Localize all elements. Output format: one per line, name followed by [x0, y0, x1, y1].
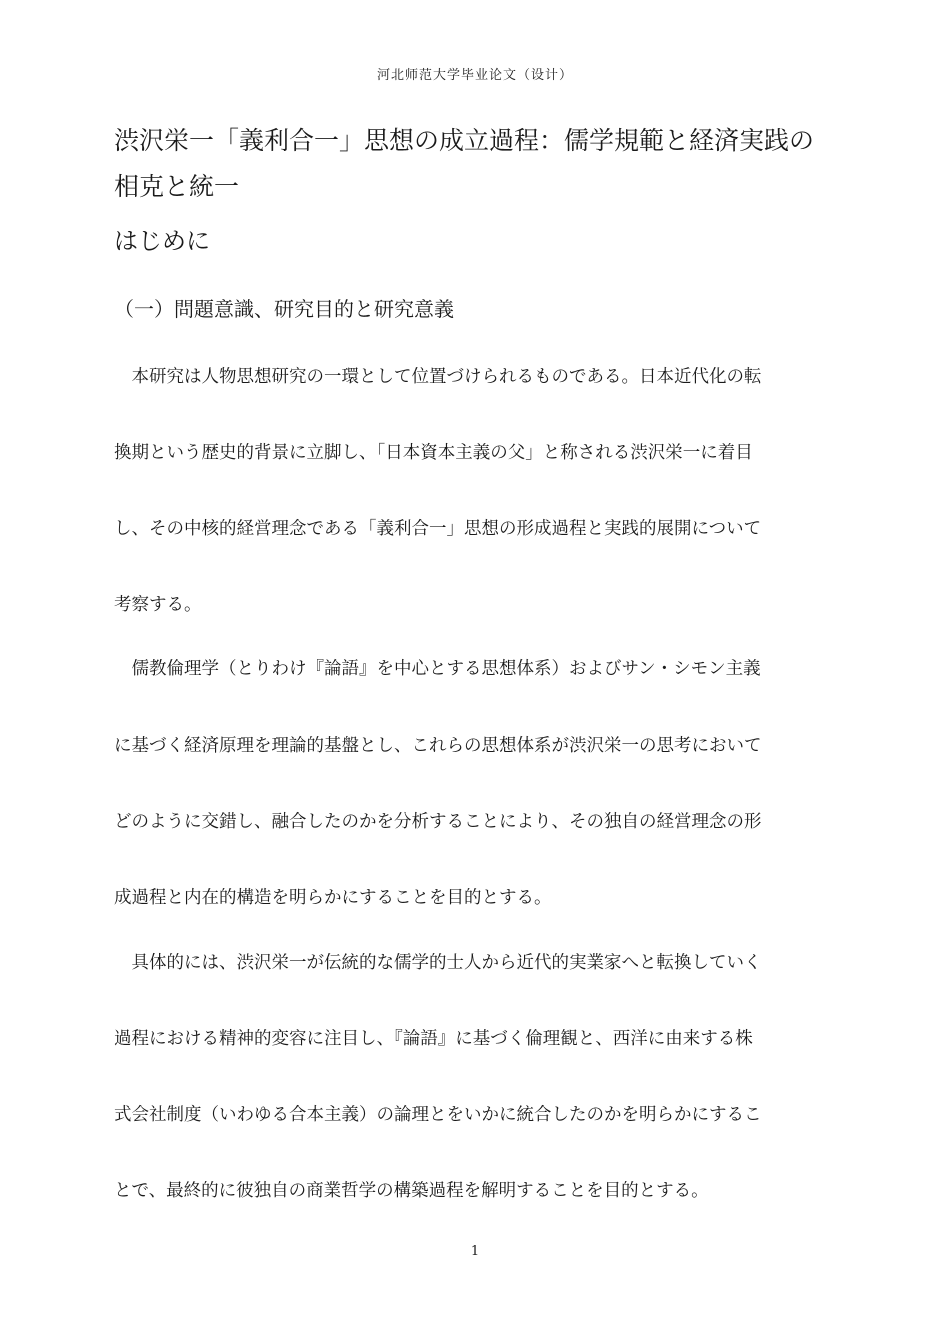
paragraph-3-line-2: 過程における精神的変容に注目し、『論語』に基づく倫理観と、西洋に由来する株 [114, 1029, 753, 1049]
title-line-2: 相克と統一 [114, 172, 240, 201]
paragraph-3-line-4: とで、最終的に彼独自の商業哲学の構築過程を解明することを目的とする。 [114, 1181, 709, 1201]
paragraph-3-line-3: 式会社制度（いわゆる合本主義）の論理とをいかに統合したのかを明らかにするこ [114, 1105, 762, 1125]
document-title [114, 118, 844, 210]
title-line-1: 渋沢栄一「義利合一」思想の成立過程：儒学規範と経済実践の [114, 126, 815, 155]
paragraph-1-line-1: 本研究は人物思想研究の一環として位置づけられるものである。日本近代化の転 [114, 367, 762, 387]
paragraph-2-line-1: 儒教倫理学（とりわけ『論語』を中心とする思想体系）およびサン・シモン主義 [114, 659, 761, 679]
section-heading: はじめに [114, 227, 210, 255]
page-header: 河北师范大学毕业论文（设计） [376, 68, 573, 83]
paragraph-1-line-2: 換期という歴史的背景に立脚し、「日本資本主義の父」と称される渋沢栄一に着目 [114, 443, 753, 463]
page-number: 1 [470, 1244, 480, 1259]
paragraph-2-line-4: 成過程と内在的構造を明らかにすることを目的とする。 [114, 888, 552, 908]
paragraph-3-line-1: 具体的には、渋沢栄一が伝統的な儒学的士人から近代的実業家へと転換していく [114, 953, 762, 973]
paragraph-2-line-2: に基づく経済原理を理論的基盤とし、これらの思想体系が渋沢栄一の思考において [114, 736, 762, 756]
paragraph-1-line-3: し、その中核的経営理念である「義利合一」思想の形成過程と実践的展開について [114, 519, 762, 539]
subsection-heading: （一）問題意識、研究目的と研究意義 [114, 297, 454, 321]
paragraph-2-line-3: どのように交錯し、融合したのかを分析することにより、その独自の経営理念の形 [114, 812, 762, 832]
paragraph-1-line-4: 考察する。 [114, 595, 202, 615]
